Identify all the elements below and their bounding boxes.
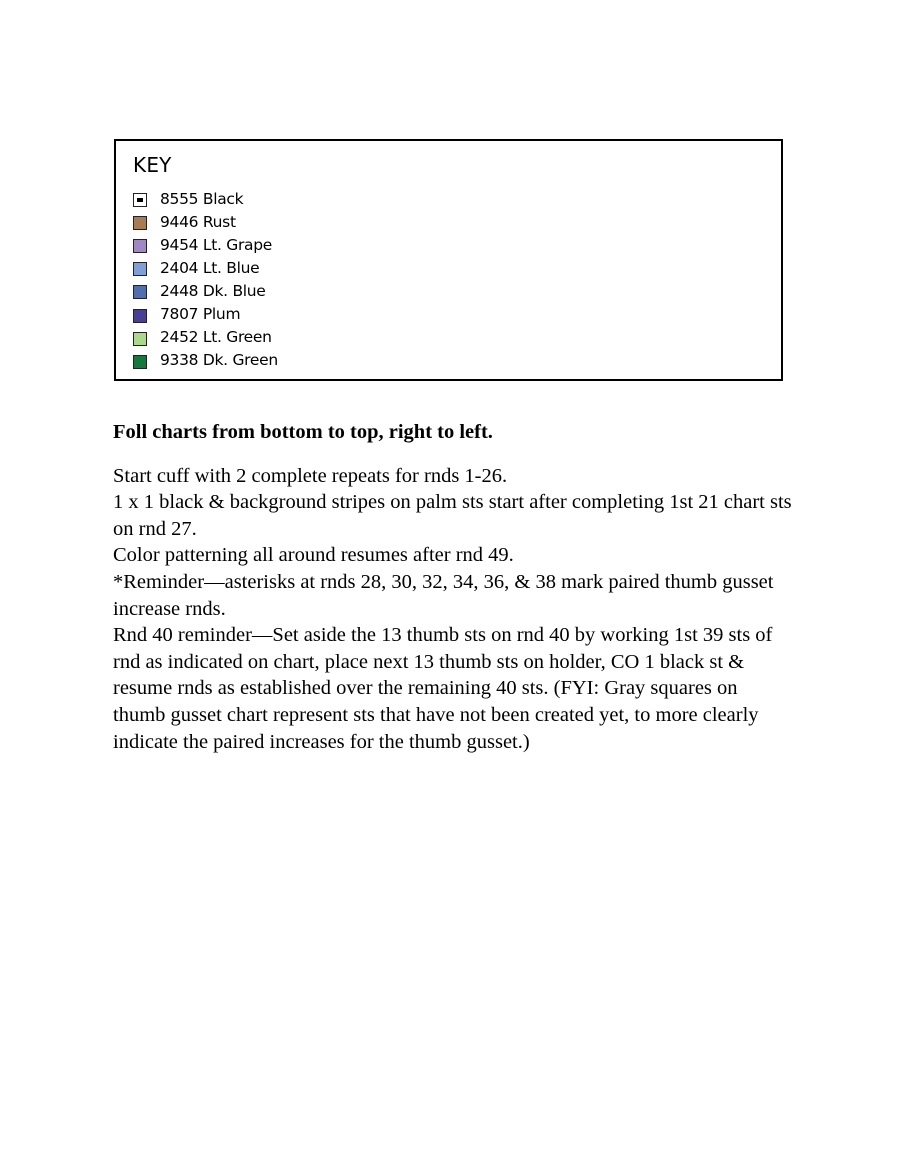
color-key <box>114 139 783 381</box>
key-item-black <box>133 187 278 210</box>
instruction-line: Start cuff with 2 complete repeats for rnds 1-26. <box>113 464 508 487</box>
key-list <box>133 187 278 372</box>
instructions-section <box>113 419 793 755</box>
key-item-plum <box>133 302 278 325</box>
key-item-lt-grape <box>133 233 278 256</box>
key-item-label: 9454 Lt. Grape <box>160 235 272 254</box>
lt-blue-swatch-icon <box>133 262 147 276</box>
instruction-line: Color patterning all around resumes after rnd 49. <box>113 544 514 567</box>
key-item-label: 2448 Dk. Blue <box>160 281 266 300</box>
instruction-line: Rnd 40 reminder—Set aside the 13 thumb sts on rnd 40 by working 1st 39 sts of rnd as indicated on chart, place next 13 thumb sts on holder, CO 1 black st & resume rnds as established over the remaining 40 sts. (FYI: Gray squares on thumb gusset chart represent sts that have not been created yet, to more clearly indicate the paired increases for the thumb gusset.) <box>113 624 773 753</box>
key-item-dk-green <box>133 349 278 372</box>
key-title: KEY <box>133 153 172 177</box>
key-item-dk-blue <box>133 279 278 302</box>
key-item-label: 7807 Plum <box>160 305 241 324</box>
lt-grape-swatch-icon <box>133 239 147 253</box>
key-item-label: 8555 Black <box>160 189 244 208</box>
dk-green-swatch-icon <box>133 355 147 369</box>
key-item-label: 2404 Lt. Blue <box>160 258 260 277</box>
instruction-lines <box>113 463 793 756</box>
key-item-rust <box>133 210 278 233</box>
instruction-line: *Reminder—asterisks at rnds 28, 30, 32, 34, 36, & 38 mark paired thumb gusset increase rnds. <box>113 570 774 620</box>
plum-swatch-icon <box>133 309 147 323</box>
key-item-lt-green <box>133 326 278 349</box>
black-swatch-icon <box>133 193 147 207</box>
key-item-label: 9446 Rust <box>160 212 236 231</box>
key-item-lt-blue <box>133 256 278 279</box>
lt-green-swatch-icon <box>133 332 147 346</box>
key-item-label: 2452 Lt. Green <box>160 328 272 347</box>
dk-blue-swatch-icon <box>133 285 147 299</box>
instruction-line: 1 x 1 black & background stripes on palm sts start after completing 1st 21 chart sts on rnd 27. <box>113 491 792 540</box>
rust-swatch-icon <box>133 216 147 230</box>
instructions-heading: Foll charts from bottom to top, right to left. <box>113 421 493 443</box>
key-item-label: 9338 Dk. Green <box>160 351 278 370</box>
